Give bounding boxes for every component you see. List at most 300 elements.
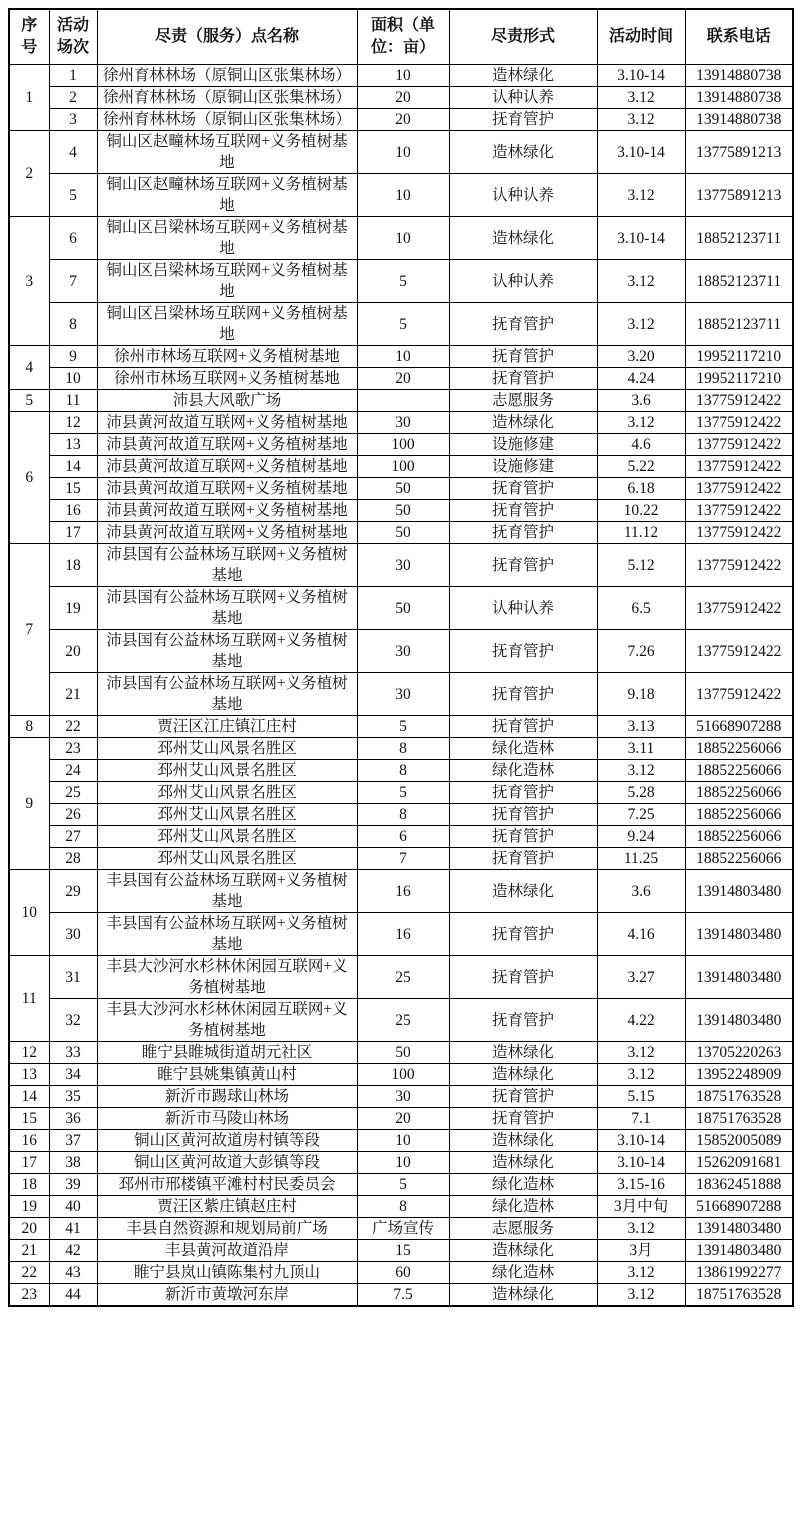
- area-cell: 10: [357, 1152, 449, 1174]
- session-cell: 25: [49, 782, 97, 804]
- session-cell: 6: [49, 217, 97, 260]
- area-cell: 7: [357, 848, 449, 870]
- form-cell: 抚育管护: [449, 109, 597, 131]
- area-cell: 5: [357, 303, 449, 346]
- site-name-cell: 铜山区黄河故道大彭镇等段: [97, 1152, 357, 1174]
- form-cell: 抚育管护: [449, 716, 597, 738]
- time-cell: 3.12: [597, 109, 685, 131]
- form-cell: 抚育管护: [449, 478, 597, 500]
- table-row: [9, 368, 793, 390]
- table-row: [9, 716, 793, 738]
- area-cell: 20: [357, 368, 449, 390]
- form-cell: 抚育管护: [449, 804, 597, 826]
- session-cell: 37: [49, 1130, 97, 1152]
- table-header: [9, 9, 793, 65]
- site-name-cell: 邳州市邢楼镇平滩村村民委员会: [97, 1174, 357, 1196]
- area-cell: 30: [357, 544, 449, 587]
- site-name-cell: 沛县黄河故道互联网+义务植树基地: [97, 434, 357, 456]
- time-cell: 3.12: [597, 260, 685, 303]
- table-row: [9, 131, 793, 174]
- table-row: [9, 87, 793, 109]
- serial-no-cell: 5: [9, 390, 49, 412]
- serial-no-cell: 17: [9, 1152, 49, 1174]
- site-name-cell: 丰县黄河故道沿岸: [97, 1240, 357, 1262]
- table-row: [9, 956, 793, 999]
- time-cell: 6.18: [597, 478, 685, 500]
- site-name-cell: 睢宁县岚山镇陈集村九顶山: [97, 1262, 357, 1284]
- table-row: [9, 522, 793, 544]
- phone-cell: 18852256066: [685, 826, 793, 848]
- time-cell: 3.12: [597, 1064, 685, 1086]
- phone-cell: 13775912422: [685, 673, 793, 716]
- time-cell: 9.24: [597, 826, 685, 848]
- form-cell: 绿化造林: [449, 1196, 597, 1218]
- table-row: [9, 804, 793, 826]
- time-cell: 3.13: [597, 716, 685, 738]
- session-cell: 11: [49, 390, 97, 412]
- phone-cell: 13914880738: [685, 109, 793, 131]
- site-name-cell: 邳州艾山风景名胜区: [97, 848, 357, 870]
- table-row: [9, 1108, 793, 1130]
- header-form: 尽责形式: [449, 9, 597, 65]
- session-cell: 43: [49, 1262, 97, 1284]
- table-row: [9, 434, 793, 456]
- header-time: 活动时间: [597, 9, 685, 65]
- table-row: [9, 782, 793, 804]
- time-cell: 3.12: [597, 174, 685, 217]
- session-cell: 42: [49, 1240, 97, 1262]
- table-row: [9, 500, 793, 522]
- time-cell: 3.12: [597, 303, 685, 346]
- serial-no-cell: 11: [9, 956, 49, 1042]
- form-cell: 造林绿化: [449, 412, 597, 434]
- form-cell: 绿化造林: [449, 1174, 597, 1196]
- phone-cell: 13775912422: [685, 522, 793, 544]
- phone-cell: 13775912422: [685, 412, 793, 434]
- phone-cell: 18852256066: [685, 782, 793, 804]
- phone-cell: 51668907288: [685, 716, 793, 738]
- area-cell: 10: [357, 174, 449, 217]
- area-cell: 20: [357, 87, 449, 109]
- time-cell: 5.28: [597, 782, 685, 804]
- phone-cell: 18852123711: [685, 260, 793, 303]
- table-row: [9, 346, 793, 368]
- phone-cell: 13775891213: [685, 174, 793, 217]
- phone-cell: 18751763528: [685, 1108, 793, 1130]
- form-cell: 造林绿化: [449, 1130, 597, 1152]
- time-cell: 3.12: [597, 1042, 685, 1064]
- table-row: [9, 1284, 793, 1307]
- time-cell: 3.12: [597, 760, 685, 782]
- phone-cell: 18852256066: [685, 738, 793, 760]
- phone-cell: 13775912422: [685, 434, 793, 456]
- form-cell: 抚育管护: [449, 303, 597, 346]
- site-name-cell: 贾汪区江庄镇江庄村: [97, 716, 357, 738]
- table-row: [9, 1086, 793, 1108]
- serial-no-cell: 8: [9, 716, 49, 738]
- phone-cell: 18852256066: [685, 760, 793, 782]
- area-cell: 50: [357, 478, 449, 500]
- time-cell: 3.6: [597, 390, 685, 412]
- time-cell: 3月: [597, 1240, 685, 1262]
- time-cell: 3.20: [597, 346, 685, 368]
- serial-no-cell: 9: [9, 738, 49, 870]
- form-cell: 认种认养: [449, 587, 597, 630]
- time-cell: 10.22: [597, 500, 685, 522]
- site-name-cell: 铜山区赵疃林场互联网+义务植树基地: [97, 174, 357, 217]
- session-cell: 1: [49, 65, 97, 87]
- phone-cell: 13914803480: [685, 956, 793, 999]
- time-cell: 3.6: [597, 870, 685, 913]
- area-cell: 50: [357, 500, 449, 522]
- form-cell: 抚育管护: [449, 999, 597, 1042]
- form-cell: 绿化造林: [449, 738, 597, 760]
- session-cell: 14: [49, 456, 97, 478]
- phone-cell: 13775912422: [685, 587, 793, 630]
- site-name-cell: 铜山区黄河故道房村镇等段: [97, 1130, 357, 1152]
- serial-no-cell: 15: [9, 1108, 49, 1130]
- form-cell: 抚育管护: [449, 956, 597, 999]
- form-cell: 造林绿化: [449, 131, 597, 174]
- phone-cell: 13775912422: [685, 456, 793, 478]
- time-cell: 3.12: [597, 1284, 685, 1307]
- site-name-cell: 丰县大沙河水杉林休闲园互联网+义务植树基地: [97, 999, 357, 1042]
- table-row: [9, 587, 793, 630]
- site-name-cell: 新沂市马陵山林场: [97, 1108, 357, 1130]
- session-cell: 40: [49, 1196, 97, 1218]
- time-cell: 4.22: [597, 999, 685, 1042]
- serial-no-cell: 12: [9, 1042, 49, 1064]
- table-row: [9, 1240, 793, 1262]
- header-area: 面积（单位：亩）: [357, 9, 449, 65]
- serial-no-cell: 13: [9, 1064, 49, 1086]
- time-cell: 11.25: [597, 848, 685, 870]
- form-cell: 抚育管护: [449, 673, 597, 716]
- session-cell: 9: [49, 346, 97, 368]
- form-cell: 抚育管护: [449, 630, 597, 673]
- phone-cell: 13914880738: [685, 65, 793, 87]
- site-name-cell: 丰县国有公益林场互联网+义务植树基地: [97, 870, 357, 913]
- area-cell: 10: [357, 1130, 449, 1152]
- form-cell: 绿化造林: [449, 760, 597, 782]
- time-cell: 3.10-14: [597, 131, 685, 174]
- session-cell: 22: [49, 716, 97, 738]
- serial-no-cell: 19: [9, 1196, 49, 1218]
- session-cell: 27: [49, 826, 97, 848]
- serial-no-cell: 7: [9, 544, 49, 716]
- form-cell: 造林绿化: [449, 1284, 597, 1307]
- session-cell: 15: [49, 478, 97, 500]
- serial-no-cell: 23: [9, 1284, 49, 1307]
- table-row: [9, 217, 793, 260]
- serial-no-cell: 3: [9, 217, 49, 346]
- time-cell: 6.5: [597, 587, 685, 630]
- phone-cell: 51668907288: [685, 1196, 793, 1218]
- form-cell: 设施修建: [449, 434, 597, 456]
- time-cell: 5.22: [597, 456, 685, 478]
- time-cell: 5.12: [597, 544, 685, 587]
- time-cell: 3.12: [597, 412, 685, 434]
- duty-points-table: [8, 8, 794, 1307]
- phone-cell: 13952248909: [685, 1064, 793, 1086]
- table-row: [9, 913, 793, 956]
- site-name-cell: 睢宁县姚集镇黄山村: [97, 1064, 357, 1086]
- session-cell: 41: [49, 1218, 97, 1240]
- area-cell: 8: [357, 760, 449, 782]
- form-cell: 抚育管护: [449, 848, 597, 870]
- table-row: [9, 630, 793, 673]
- phone-cell: 18751763528: [685, 1284, 793, 1307]
- table-row: [9, 1174, 793, 1196]
- site-name-cell: 铜山区吕梁林场互联网+义务植树基地: [97, 217, 357, 260]
- area-cell: 100: [357, 456, 449, 478]
- table-row: [9, 1262, 793, 1284]
- phone-cell: 13914880738: [685, 87, 793, 109]
- form-cell: 造林绿化: [449, 65, 597, 87]
- session-cell: 28: [49, 848, 97, 870]
- time-cell: 3.10-14: [597, 65, 685, 87]
- session-cell: 7: [49, 260, 97, 303]
- site-name-cell: 徐州育林林场（原铜山区张集林场）: [97, 65, 357, 87]
- session-cell: 13: [49, 434, 97, 456]
- table-row: [9, 65, 793, 87]
- area-cell: 16: [357, 913, 449, 956]
- table-row: [9, 390, 793, 412]
- area-cell: 10: [357, 346, 449, 368]
- site-name-cell: 徐州市林场互联网+义务植树基地: [97, 346, 357, 368]
- site-name-cell: 邳州艾山风景名胜区: [97, 826, 357, 848]
- form-cell: 认种认养: [449, 174, 597, 217]
- area-cell: 15: [357, 1240, 449, 1262]
- phone-cell: 18852123711: [685, 217, 793, 260]
- table-row: [9, 760, 793, 782]
- table-row: [9, 412, 793, 434]
- phone-cell: 13705220263: [685, 1042, 793, 1064]
- site-name-cell: 铜山区吕梁林场互联网+义务植树基地: [97, 260, 357, 303]
- form-cell: 认种认养: [449, 260, 597, 303]
- session-cell: 8: [49, 303, 97, 346]
- header-site-name: 尽责（服务）点名称: [97, 9, 357, 65]
- time-cell: 3.27: [597, 956, 685, 999]
- area-cell: 8: [357, 804, 449, 826]
- time-cell: 3.11: [597, 738, 685, 760]
- table-row: [9, 826, 793, 848]
- serial-no-cell: 20: [9, 1218, 49, 1240]
- area-cell: 30: [357, 1086, 449, 1108]
- table-row: [9, 456, 793, 478]
- form-cell: 造林绿化: [449, 1240, 597, 1262]
- phone-cell: 13775891213: [685, 131, 793, 174]
- site-name-cell: 沛县大风歌广场: [97, 390, 357, 412]
- form-cell: 抚育管护: [449, 782, 597, 804]
- site-name-cell: 邳州艾山风景名胜区: [97, 760, 357, 782]
- phone-cell: 13775912422: [685, 630, 793, 673]
- site-name-cell: 邳州艾山风景名胜区: [97, 738, 357, 760]
- form-cell: 抚育管护: [449, 1108, 597, 1130]
- phone-cell: 19952117210: [685, 346, 793, 368]
- form-cell: 抚育管护: [449, 826, 597, 848]
- phone-cell: 13775912422: [685, 500, 793, 522]
- area-cell: 30: [357, 673, 449, 716]
- form-cell: 造林绿化: [449, 217, 597, 260]
- session-cell: 23: [49, 738, 97, 760]
- table-body: [9, 65, 793, 1307]
- form-cell: 抚育管护: [449, 1086, 597, 1108]
- session-cell: 19: [49, 587, 97, 630]
- serial-no-cell: 21: [9, 1240, 49, 1262]
- time-cell: 3.10-14: [597, 217, 685, 260]
- session-cell: 2: [49, 87, 97, 109]
- serial-no-cell: 4: [9, 346, 49, 390]
- serial-no-cell: 22: [9, 1262, 49, 1284]
- session-cell: 24: [49, 760, 97, 782]
- area-cell: 5: [357, 260, 449, 303]
- area-cell: 50: [357, 1042, 449, 1064]
- header-session: 活动场次: [49, 9, 97, 65]
- area-cell: 广场宣传: [357, 1218, 449, 1240]
- time-cell: 3.12: [597, 87, 685, 109]
- site-name-cell: 铜山区赵疃林场互联网+义务植树基地: [97, 131, 357, 174]
- site-name-cell: 新沂市黄墩河东岸: [97, 1284, 357, 1307]
- site-name-cell: 沛县国有公益林场互联网+义务植树基地: [97, 587, 357, 630]
- area-cell: 8: [357, 738, 449, 760]
- session-cell: 36: [49, 1108, 97, 1130]
- site-name-cell: 沛县国有公益林场互联网+义务植树基地: [97, 673, 357, 716]
- area-cell: 5: [357, 716, 449, 738]
- session-cell: 21: [49, 673, 97, 716]
- form-cell: 志愿服务: [449, 390, 597, 412]
- table-row: [9, 1042, 793, 1064]
- session-cell: 20: [49, 630, 97, 673]
- area-cell: 50: [357, 587, 449, 630]
- serial-no-cell: 1: [9, 65, 49, 131]
- area-cell: 20: [357, 1108, 449, 1130]
- form-cell: 造林绿化: [449, 870, 597, 913]
- time-cell: 4.6: [597, 434, 685, 456]
- session-cell: 33: [49, 1042, 97, 1064]
- site-name-cell: 沛县黄河故道互联网+义务植树基地: [97, 522, 357, 544]
- phone-cell: 13914803480: [685, 870, 793, 913]
- area-cell: 30: [357, 630, 449, 673]
- site-name-cell: 邳州艾山风景名胜区: [97, 782, 357, 804]
- header-phone: 联系电话: [685, 9, 793, 65]
- area-cell: 10: [357, 65, 449, 87]
- area-cell: 5: [357, 782, 449, 804]
- phone-cell: 19952117210: [685, 368, 793, 390]
- site-name-cell: 沛县黄河故道互联网+义务植树基地: [97, 478, 357, 500]
- table-row: [9, 544, 793, 587]
- area-cell: 6: [357, 826, 449, 848]
- form-cell: 抚育管护: [449, 522, 597, 544]
- time-cell: 7.26: [597, 630, 685, 673]
- phone-cell: 18751763528: [685, 1086, 793, 1108]
- form-cell: 志愿服务: [449, 1218, 597, 1240]
- table-row: [9, 1218, 793, 1240]
- form-cell: 认种认养: [449, 87, 597, 109]
- area-cell: 60: [357, 1262, 449, 1284]
- area-cell: 16: [357, 870, 449, 913]
- session-cell: 29: [49, 870, 97, 913]
- area-cell: 100: [357, 1064, 449, 1086]
- session-cell: 12: [49, 412, 97, 434]
- time-cell: 3.12: [597, 1262, 685, 1284]
- time-cell: 4.24: [597, 368, 685, 390]
- site-name-cell: 邳州艾山风景名胜区: [97, 804, 357, 826]
- phone-cell: 13775912422: [685, 544, 793, 587]
- phone-cell: 13914803480: [685, 999, 793, 1042]
- time-cell: 3.15-16: [597, 1174, 685, 1196]
- header-row: [9, 9, 793, 65]
- form-cell: 抚育管护: [449, 544, 597, 587]
- serial-no-cell: 14: [9, 1086, 49, 1108]
- session-cell: 5: [49, 174, 97, 217]
- site-name-cell: 新沂市踢球山林场: [97, 1086, 357, 1108]
- time-cell: 5.15: [597, 1086, 685, 1108]
- site-name-cell: 贾汪区紫庄镇赵庄村: [97, 1196, 357, 1218]
- area-cell: 10: [357, 131, 449, 174]
- session-cell: 10: [49, 368, 97, 390]
- form-cell: 抚育管护: [449, 913, 597, 956]
- site-name-cell: 铜山区吕梁林场互联网+义务植树基地: [97, 303, 357, 346]
- site-name-cell: 徐州育林林场（原铜山区张集林场）: [97, 109, 357, 131]
- table-row: [9, 109, 793, 131]
- time-cell: 7.1: [597, 1108, 685, 1130]
- time-cell: 3.10-14: [597, 1152, 685, 1174]
- session-cell: 35: [49, 1086, 97, 1108]
- table-row: [9, 478, 793, 500]
- phone-cell: 13914803480: [685, 913, 793, 956]
- area-cell: 25: [357, 956, 449, 999]
- site-name-cell: 徐州市林场互联网+义务植树基地: [97, 368, 357, 390]
- area-cell: 8: [357, 1196, 449, 1218]
- session-cell: 18: [49, 544, 97, 587]
- table-row: [9, 673, 793, 716]
- site-name-cell: 丰县自然资源和规划局前广场: [97, 1218, 357, 1240]
- serial-no-cell: 16: [9, 1130, 49, 1152]
- time-cell: 3.10-14: [597, 1130, 685, 1152]
- phone-cell: 13861992277: [685, 1262, 793, 1284]
- site-name-cell: 睢宁县睢城街道胡元社区: [97, 1042, 357, 1064]
- table-row: [9, 999, 793, 1042]
- time-cell: 3.12: [597, 1218, 685, 1240]
- session-cell: 26: [49, 804, 97, 826]
- phone-cell: 13914803480: [685, 1240, 793, 1262]
- table-row: [9, 1196, 793, 1218]
- site-name-cell: 沛县国有公益林场互联网+义务植树基地: [97, 630, 357, 673]
- table-row: [9, 1130, 793, 1152]
- time-cell: 3月中旬: [597, 1196, 685, 1218]
- table-row: [9, 1064, 793, 1086]
- session-cell: 4: [49, 131, 97, 174]
- area-cell: [357, 390, 449, 412]
- session-cell: 38: [49, 1152, 97, 1174]
- session-cell: 3: [49, 109, 97, 131]
- form-cell: 造林绿化: [449, 1064, 597, 1086]
- area-cell: 10: [357, 217, 449, 260]
- phone-cell: 15852005089: [685, 1130, 793, 1152]
- site-name-cell: 沛县黄河故道互联网+义务植树基地: [97, 412, 357, 434]
- session-cell: 16: [49, 500, 97, 522]
- table-row: [9, 848, 793, 870]
- table-row: [9, 260, 793, 303]
- area-cell: 20: [357, 109, 449, 131]
- time-cell: 4.16: [597, 913, 685, 956]
- time-cell: 9.18: [597, 673, 685, 716]
- phone-cell: 18852123711: [685, 303, 793, 346]
- site-name-cell: 沛县黄河故道互联网+义务植树基地: [97, 500, 357, 522]
- table-row: [9, 174, 793, 217]
- table-row: [9, 870, 793, 913]
